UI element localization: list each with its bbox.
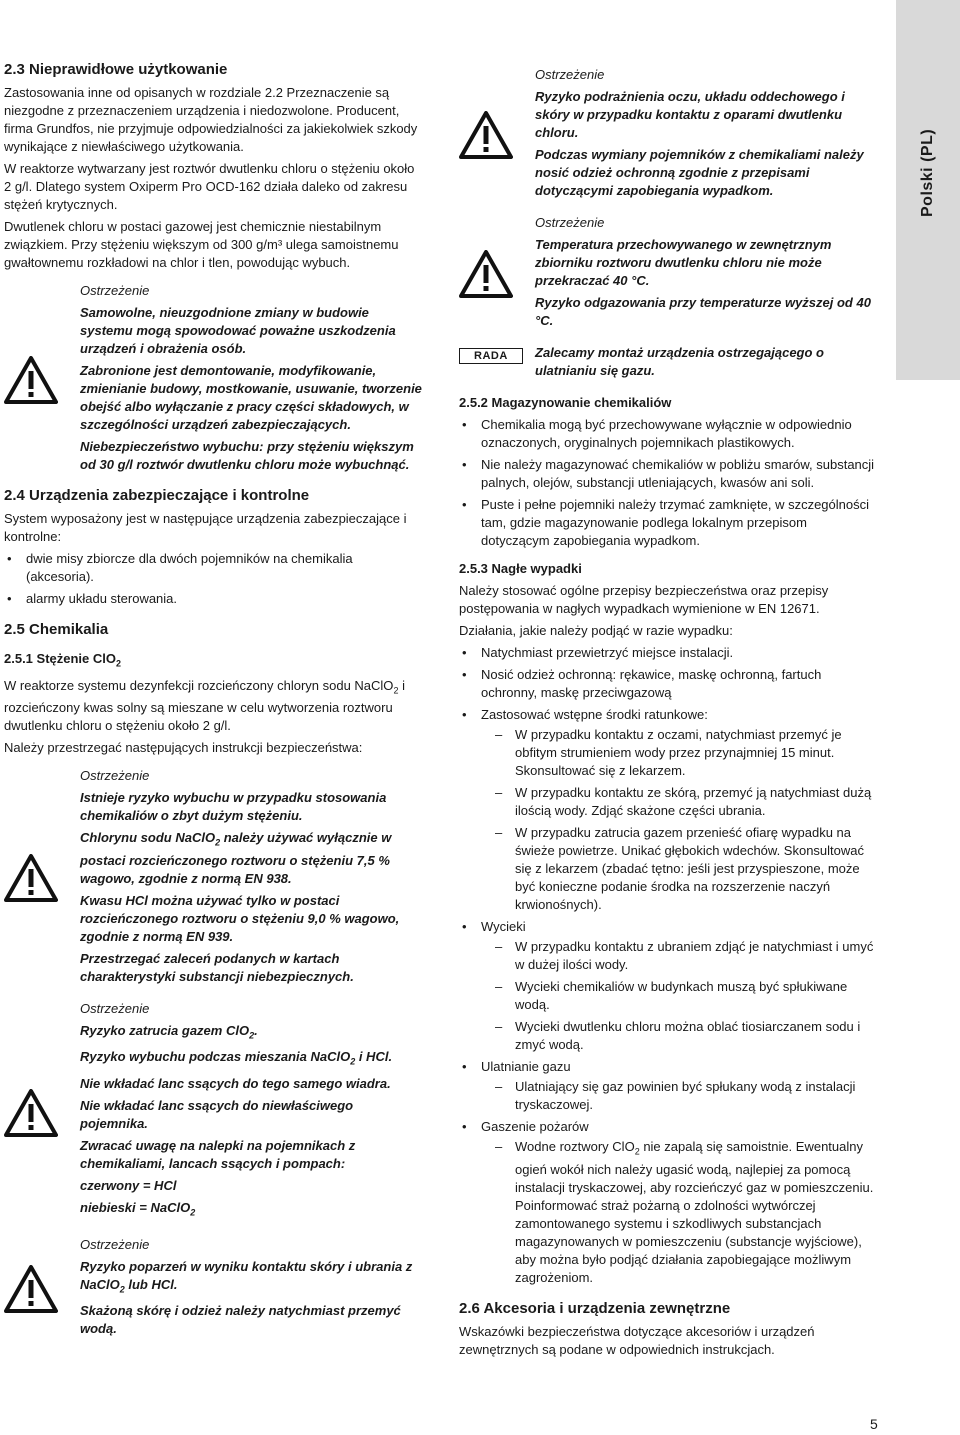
section-2-5-title: 2.5 Chemikalia [4, 621, 109, 638]
list-item: • Nosić odzież ochronną: rękawice, maskę ochronną, fartuch ochronny, maskę przeciwgazową [462, 667, 822, 700]
section-2-5-1-paragraph-1: W reaktorze systemu dezynfekcji rozcieńczony chloryn sodu NaClO$_2$ i rozcieńczony kwas solny są mieszane w celu wytworzenia roztworu dwutlenku chloru o stężeniu około 2 g/l. [4, 677, 405, 734]
section-2-5-3-paragraph-2: Działania, jakie należy podjąć w razie wypadku: [459, 623, 733, 638]
section-2-3-paragraph-2: W reaktorze wytwarzany jest roztwór dwutlenku chloru o stężeniu około 2 g/l. Dlatego system Oxiperm Pro OCD-162 działa daleko od zakresu stężeń krytycznych. [4, 161, 415, 212]
sub-list-item: – Wodne roztwory ClO$_2$ nie zapalą się samoistnie. Ewentualny ogień wokół nich należy ugasić wodą, najlepiej za pomocą instalacji tryskaczowej, aby rozcieńczyć gaz w pomieszczeniu. Poinformować straż pożarną o zdolności wytwórczej zamontowanego systemu i szkodliwych substancjach magazynowanych w pomieszczeniu (substancje wyjściowe), aby można było podjąć działania zapobiegające możliwym zagrożeniom. [495, 1139, 874, 1285]
section-2-5-2-title: 2.5.2 Magazynowanie chemikaliów [459, 395, 672, 410]
warning-block [4, 282, 424, 478]
warning-line: Ryzyko odgazowania przy temperaturze wyższej od 40 °C. [535, 295, 871, 328]
list-item: • alarmy układu sterowania. [7, 591, 178, 606]
tip-text: Zalecamy montaż urządzenia ostrzegającego o ulatnianiu się gazu. [535, 345, 824, 378]
warning-triangle-icon [4, 767, 80, 990]
section-2-3-paragraph-3: Dwutlenek chloru w postaci gazowej jest chemicznie niestabilnym związkiem. Przy stężeniu większym od 300 g/m³ ulega samoistnemu gwałtownemu rozkładowi na chlor i tlen, powodując wybuch. [4, 219, 399, 270]
sub-list-item: – W przypadku kontaktu z oczami, natychmiast przemyć je obfitym strumieniem wody przez przynajmniej 15 minut. Skonsultować się z lekarzem. [495, 727, 842, 778]
warning-title: Ostrzeżenie [535, 67, 605, 82]
warning-triangle-icon [459, 66, 535, 204]
warning-line: Ryzyko zatrucia gazem ClO$_2$. [80, 1022, 258, 1041]
sub-list [481, 1138, 879, 1287]
section-2-5-3-paragraph-1: Należy stosować ogólne przepisy bezpieczeństwa oraz przepisy postępowania w nagłych wypadkach wymienione w EN 12671. [459, 583, 829, 616]
section-2-3-paragraph-1: Zastosowania inne od opisanych w rozdziale 2.2 Przeznaczenie są niezgodne z przeznaczeniem urządzenia i niedozwolone. Producent, firma Grundfos, nie przyjmuje odpowiedzialności za jakiekolwiek szkody wynikające z niewłaściwego użytkowania. [4, 85, 418, 154]
list-item: • Gaszenie pożarów – Wodne roztwory ClO$_2$ nie zapalą się samoistnie. Ewentualny ogień wokół nich należy ugasić wodą, najlepiej za pomocą instalacji tryskaczowej, aby rozcieńczyć gaz w pomieszczeniu. Poinformować straż pożarną o zdolności wytwórczej zamontowanego systemu i szkodliwych substancjach magazynowanych w pomieszczeniu (substancje wyjściowe), aby można było podjąć działania zapobiegające możliwym zagrożeniom. [459, 1118, 879, 1287]
list-item: • Ulatnianie gazu – Ulatniający się gaz powinien być spłukany wodą z instalacji tryskaczowej. [459, 1058, 879, 1114]
left-column [4, 60, 424, 1350]
tip-body [535, 344, 879, 384]
list-item: • Puste i pełne pojemniki należy trzymać zamknięte, w szczególności tam, gdzie magazynowanie podlega lokalnym przepisom dotyczącym zapobiegania wypadkom. [462, 497, 870, 548]
sub-list [481, 938, 879, 1054]
list-item: • Zastosować wstępne środki ratunkowe: – W przypadku kontaktu z oczami, natychmiast przemyć je obfitym strumieniem wody przez przynajmniej 15 minut. Skonsultować się z lekarzem. – W przypadku kontaktu ze skórą, przemyć ją natychmiast dużą ilością wody. Zdjąć skażone części ubrania. – W przypadku zatrucia gazem przenieść ofiarę wypadku na świeże powietrze. Unikać głębokich wdechów. Skonsultować się z lekarzem (zbadać tętno: jeśli jest przyspieszone, może być konieczne podanie środka na rozszerzenie naczyń krwionośnych). [459, 706, 879, 914]
warning-line: Ryzyko poparzeń w wyniku kontaktu skóry i ubrania z NaClO$_2$ lub HCl. [80, 1258, 413, 1295]
sub-list-item: – W przypadku zatrucia gazem przenieść ofiarę wypadku na świeże powietrze. Unikać głębokich wdechów. Skonsultować się z lekarzem (zbadać tętno: jeśli jest przyspieszone, może być konieczne podanie środka na rozszerzenie naczyń krwionośnych). [495, 825, 865, 912]
tip-block [459, 344, 879, 384]
section-2-4-list [4, 550, 424, 608]
sub-list-item: – W przypadku kontaktu z ubraniem zdjąć je natychmiast i umyć w dużej ilości wody. [495, 939, 874, 972]
warning-line: Ryzyko podrażnienia oczu, układu oddechowego i skóry w przypadku kontaktu z oparami dwutlenku chloru. [535, 89, 845, 140]
list-item: • dwie misy zbiorcze dla dwóch pojemników na chemikalia (akcesoria). [7, 551, 353, 584]
warning-triangle-icon [459, 214, 535, 334]
warning-line: Niebezpieczeństwo wybuchu: przy stężeniu większym od 30 g/l roztwór dwutlenku chloru może wybuchnąć. [80, 439, 414, 472]
warning-line: Nie wkładać lanc ssących do niewłaściwego pojemnika. [80, 1097, 354, 1131]
warning-line: Zwracać uwagę na nalepki na pojemnikach z chemikaliami, lancach ssących i pompach: [80, 1137, 356, 1171]
warning-line: Przestrzegać zaleceń podanych w kartach charakterystyki substancji niebezpiecznych. [80, 950, 354, 984]
sub-list [481, 726, 879, 914]
sub-list [481, 1078, 879, 1114]
warning-line: Zabronione jest demontowanie, modyfikowanie, zmienianie budowy, mostkowanie, usuwanie, tworzenie obejść albo wyłączanie z pracy części składowych, w szczególności urządzeń zabezpieczających. [80, 363, 422, 432]
warning-triangle-icon [4, 1236, 80, 1343]
warning-triangle-icon [4, 1000, 80, 1226]
warning-title: Ostrzeżenie [535, 215, 605, 230]
sub-list-item: – W przypadku kontaktu ze skórą, przemyć ją natychmiast dużą ilością wody. Zdjąć skażone części ubrania. [495, 785, 872, 818]
warning-line: Kwasu HCl można używać tylko w postaci rozcieńczonego roztworu o stężeniu 9,0 % wagowo, zgodnie z normą EN 939. [80, 892, 400, 944]
warning-line: Skażoną skórę i odzież należy natychmiast przemyć wodą. [80, 1303, 401, 1337]
list-item: • Natychmiast przewietrzyć miejsce instalacji. [462, 645, 734, 660]
right-column [459, 60, 879, 1363]
warning-line: Podczas wymiany pojemników z chemikaliami należy nosić odzież ochronną zgodnie z przepisami dotyczącymi zapobiegania wypadkom. [535, 147, 864, 198]
warning-title: Ostrzeżenie [80, 768, 150, 784]
warning-block [4, 767, 424, 990]
section-2-5-3-title: 2.5.3 Nagłe wypadki [459, 561, 582, 576]
warning-triangle-icon [4, 282, 80, 478]
warning-line: Samowolne, nieuzgodnione zmiany w budowie systemu mogą spowodować poważne uszkodzenia urządzeń i obrażenia osób. [80, 305, 396, 356]
language-tab-label: Polski (PL) [919, 128, 936, 217]
section-2-4-title: 2.4 Urządzenia zabezpieczające i kontrolne [4, 487, 310, 504]
warning-line: Ryzyko wybuchu podczas mieszania NaClO$_2$ i HCl. [80, 1049, 393, 1067]
warning-line: Istnieje ryzyko wybuchu w przypadku stosowania chemikaliów o zbyt dużym stężeniu. [80, 790, 387, 824]
tip-label: RADA [459, 348, 523, 364]
warning-body [80, 1000, 424, 1226]
warning-block [459, 66, 879, 204]
section-2-5-2-list [459, 416, 879, 550]
warning-line: czerwony = HCl [80, 1177, 177, 1193]
sub-list-item: – Wycieki chemikaliów w budynkach muszą być spłukiwane wodą. [495, 979, 848, 1012]
warning-body [535, 214, 879, 334]
warning-body [80, 282, 424, 478]
tip-label-wrap [459, 344, 535, 384]
section-2-5-1-title: 2.5.1 Stężenie ClO$_2$ [4, 651, 122, 669]
section-2-6-title: 2.6 Akcesoria i urządzenia zewnętrzne [459, 1299, 731, 1317]
warning-title: Ostrzeżenie [80, 1000, 150, 1016]
sub-list-item: – Wycieki dwutlenku chloru można oblać tiosiarczanem sodu i zmyć wodą. [495, 1019, 861, 1052]
warning-block [4, 1000, 424, 1226]
sub-list-item: – Ulatniający się gaz powinien być spłukany wodą z instalacji tryskaczowej. [495, 1079, 856, 1112]
page-number: 5 [870, 1416, 878, 1432]
list-item: • Chemikalia mogą być przechowywane wyłącznie w odpowiednio oznaczonych, oryginalnych pojemnikach plastikowych. [462, 417, 852, 450]
warning-line: Temperatura przechowywanego w zewnętrznym zbiorniku roztworu dwutlenku chloru nie może przekraczać 40 °C. [535, 237, 832, 288]
list-item: • Nie należy magazynować chemikaliów w pobliżu smarów, substancji palnych, olejów, substancji utleniających, kwasów ani soli. [462, 457, 875, 490]
section-2-6-paragraph: Wskazówki bezpieczeństwa dotyczące akcesoriów i urządzeń zewnętrznych są podane w odpowiednich instrukcjach. [459, 1323, 815, 1357]
warning-body [80, 767, 424, 990]
warning-title: Ostrzeżenie [80, 1236, 150, 1252]
warning-block [4, 1236, 424, 1343]
section-2-4-paragraph: System wyposażony jest w następujące urządzenia zabezpieczające i kontrolne: [4, 511, 407, 544]
warning-body [80, 1236, 424, 1343]
section-2-5-1-paragraph-2: Należy przestrzegać następujących instrukcji bezpieczeństwa: [4, 740, 363, 756]
warning-block [459, 214, 879, 334]
section-2-3-title: 2.3 Nieprawidłowe użytkowanie [4, 61, 228, 78]
warning-title: Ostrzeżenie [80, 283, 150, 298]
section-2-5-3-list [459, 644, 879, 1287]
warning-body [535, 66, 879, 204]
warning-line: Nie wkładać lanc ssących do tego samego wiadra. [80, 1075, 391, 1091]
list-item: • Wycieki – W przypadku kontaktu z ubraniem zdjąć je natychmiast i umyć w dużej ilości wody. – Wycieki chemikaliów w budynkach muszą być spłukiwane wodą. – Wycieki dwutlenku chloru można oblać tiosiarczanem sodu i zmyć wodą. [459, 918, 879, 1054]
warning-line: Chlorynu sodu NaClO$_2$ należy używać wyłącznie w postaci rozcieńczonego roztworu o stężeniu 7,5 % wagowo, zgodnie z normą EN 938. [80, 830, 392, 886]
warning-line: niebieski = NaClO$_2$ [80, 1199, 196, 1218]
